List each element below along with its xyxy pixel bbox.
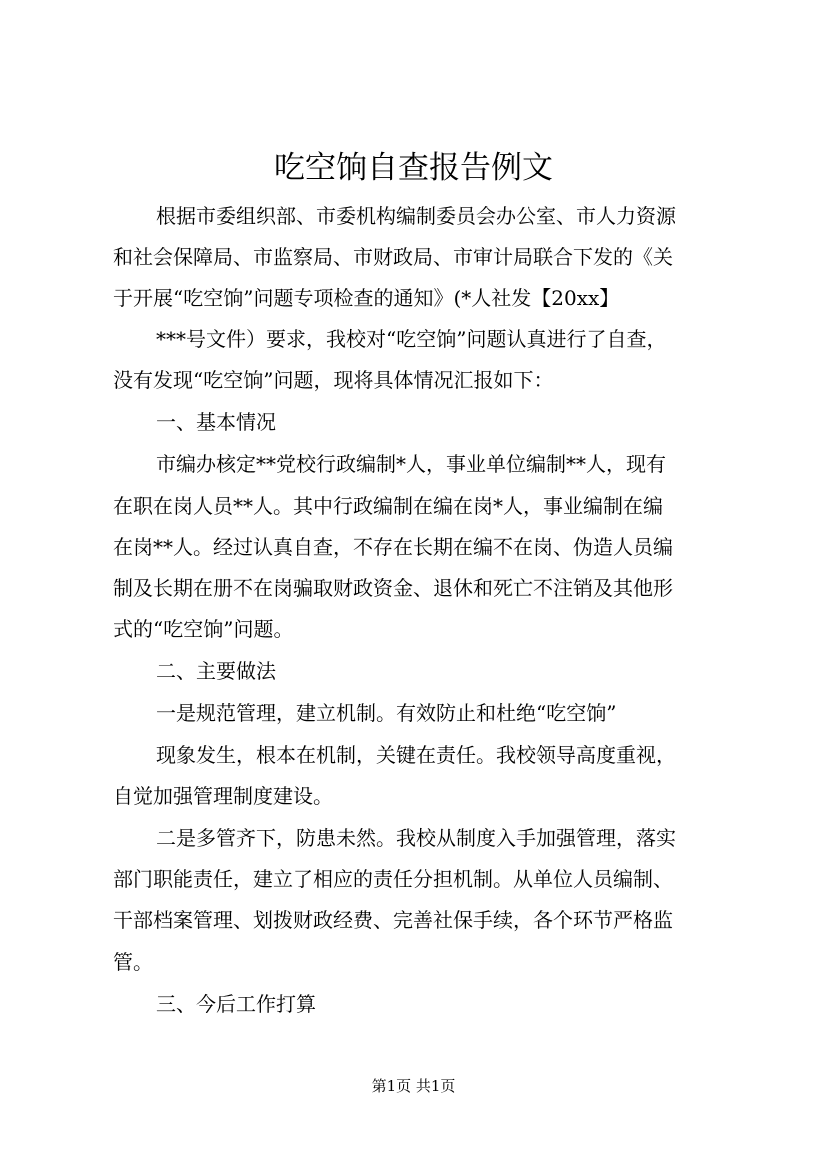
body-line: 干部档案管理、划拨财政经费、完善社保手续，各个环节严格监 [113, 908, 673, 932]
section-heading: 三、今后工作打算 [156, 992, 316, 1016]
body-line: 和社会保障局、市监察局、市财政局、市审计局联合下发的《关 [113, 245, 673, 269]
body-line: 一是规范管理，建立机制。有效防止和杜绝“吃空饷” [156, 701, 617, 725]
body-line: 制及长期在册不在岗骗取财政资金、退休和死亡不注销及其他形 [113, 576, 673, 600]
body-line: 在职在岗人员**人。其中行政编制在编在岗*人，事业编制在编 [113, 494, 663, 518]
document-title: 吃空饷自查报告例文 [274, 150, 553, 186]
body-line: 二是多管齐下，防患未然。我校从制度入手加强管理，落实 [156, 826, 676, 850]
body-line: ***号文件）要求，我校对“吃空饷”问题认真进行了自查， [156, 327, 667, 351]
body-line: 市编办核定**党校行政编制*人，事业单位编制**人，现有 [156, 452, 666, 476]
page-number: 第1页 共1页 [371, 1077, 456, 1095]
body-line: 式的“吃空饷”问题。 [113, 617, 294, 641]
body-line: 部门职能责任，建立了相应的责任分担机制。从单位人员编制、 [113, 867, 673, 891]
body-line: 于开展“吃空饷”问题专项检查的通知》(*人社发【20xx】 [113, 286, 620, 310]
body-line: 在岗**人。经过认真自查，不存在长期在编不在岗、伪造人员编 [113, 535, 673, 559]
body-line: 管。 [113, 950, 153, 974]
body-line: 根据市委组织部、市委机构编制委员会办公室、市人力资源 [156, 204, 676, 228]
body-line: 自觉加强管理制度建设。 [113, 784, 333, 808]
body-line: 没有发现“吃空饷”问题，现将具体情况汇报如下： [113, 368, 554, 392]
section-heading: 二、主要做法 [156, 659, 276, 683]
body-line: 现象发生，根本在机制，关键在责任。我校领导高度重视， [156, 743, 676, 767]
section-heading: 一、基本情况 [156, 410, 276, 434]
